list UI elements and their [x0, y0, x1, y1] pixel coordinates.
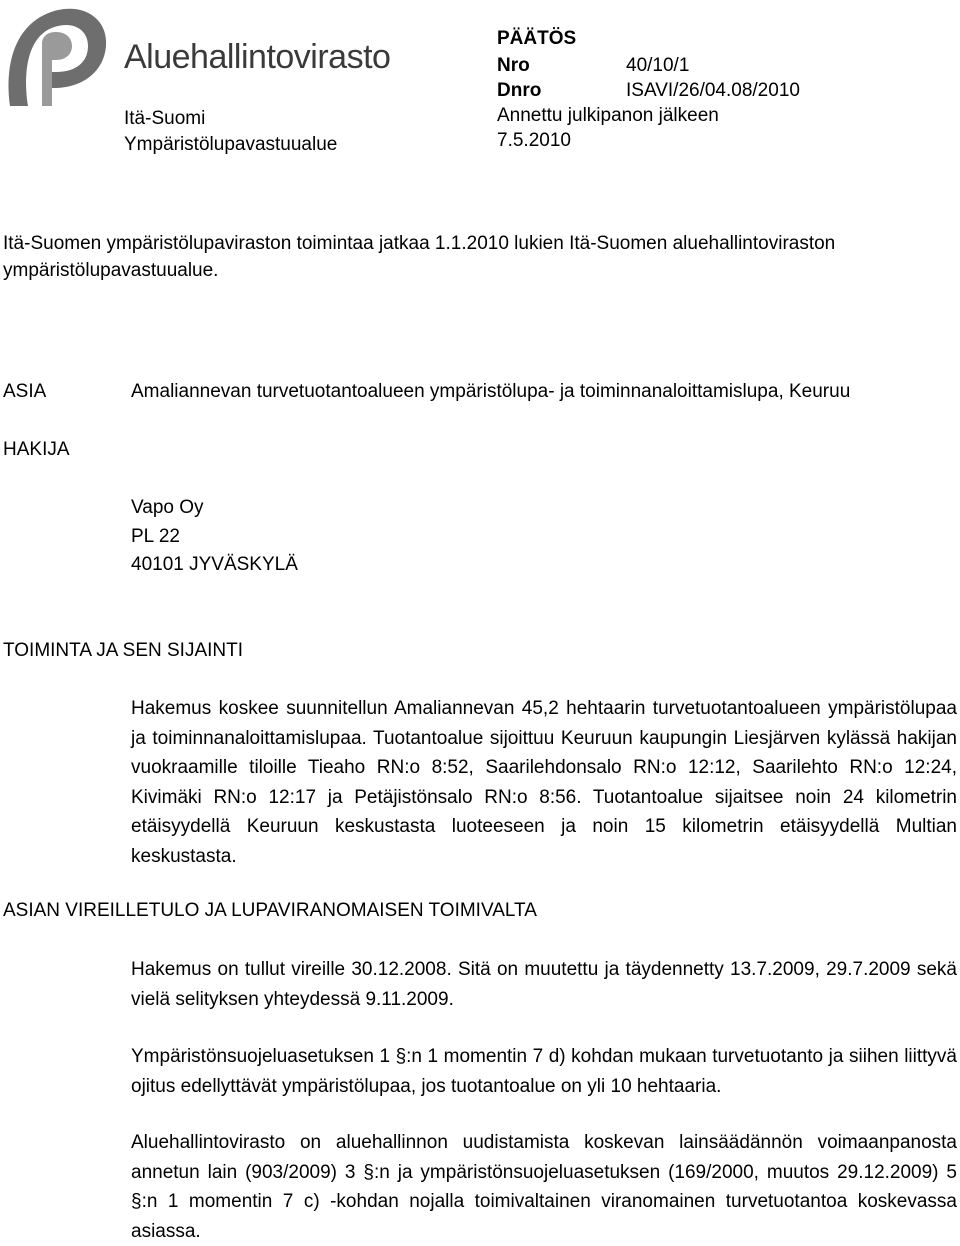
toiminta-heading: TOIMINTA JA SEN SIJAINTI: [3, 640, 244, 661]
agency-logo-text: Aluehallintovirasto: [124, 38, 391, 76]
asia-text: Amaliannevan turvetuotantoalueen ympäristölupa- ja toiminnanaloittamislupa, Keuruu: [131, 381, 851, 402]
vireilletulo-heading: ASIAN VIREILLETULO JA LUPAVIRANOMAISEN TOIMIVALTA: [3, 900, 537, 921]
vireilletulo-p3: Aluehallintovirasto on aluehallinnon uudistamista koskevan lainsäädännön voimaanpanosta annetun lain (903/2009) 3 §:n ja ympäristönsuojeluasetuksen (169/2000, muutos 29.12.2009) 5 §:n 1 momentin 7 c) -kohdan nojalla toimivaltainen viranomainen turvetuotantoa koskevassa asiassa.: [131, 1132, 957, 1242]
published-note: Annettu julkipanon jälkeen: [497, 105, 719, 126]
nro-label: Nro: [497, 55, 530, 76]
toiminta-text: Hakemus koskee suunnitellun Amaliannevan 45,2 hehtaarin turvetuotantoalueen ympäristölupaa ja toiminnanaloittamislupaa. Tuotantoalue sijoittuu Keuruun kaupungin Liesjärven kylässä hakijan vuokraamille tiloille Tieaho RN:o 8:52, Saarilehdonsalo RN:o 12:12, Saarilehto RN:o 12:24, Kivimäki RN:o 12:17 ja Petäjistönsalo RN:o 8:56. Tuotantoalue sijaitsee noin 24 kilometrin etäisyydellä Keuruun keskustasta luoteeseen ja noin 15 kilometrin etäisyydellä Multian keskustasta.: [131, 698, 957, 867]
applicant-po-box: PL 22: [131, 526, 180, 547]
document-type: PÄÄTÖS: [497, 28, 577, 49]
asia-label: ASIA: [3, 381, 47, 402]
published-date: 7.5.2010: [497, 130, 571, 151]
agency-logo-icon: [2, 2, 112, 112]
continuation-notice: Itä-Suomen ympäristölupaviraston toimintaa jatkaa 1.1.2010 lukien Itä-Suomen aluehallintoviraston ympäristölupavastuualue.: [3, 233, 836, 281]
unit-region: Itä-Suomi: [124, 108, 206, 129]
applicant-postal: 40101 JYVÄSKYLÄ: [131, 554, 298, 575]
unit-name: Ympäristölupavastuualue: [124, 134, 338, 155]
vireilletulo-p1: Hakemus on tullut vireille 30.12.2008. Sitä on muutettu ja täydennetty 13.7.2009, 29.7.2009 sekä vielä selityksen yhteydessä 9.11.2009.: [131, 959, 957, 1010]
vireilletulo-p2: Ympäristönsuojeluasetuksen 1 §:n 1 momentin 7 d) kohdan mukaan turvetuotanto ja siihen liittyvä ojitus edellyttävät ympäristölupaa, jos tuotantoalue on yli 10 hehtaaria.: [131, 1046, 957, 1097]
nro-value: 40/10/1: [626, 55, 690, 76]
dnro-value: ISAVI/26/04.08/2010: [626, 80, 800, 101]
applicant-name: Vapo Oy: [131, 497, 204, 518]
hakija-label: HAKIJA: [3, 439, 70, 460]
dnro-label: Dnro: [497, 80, 542, 101]
